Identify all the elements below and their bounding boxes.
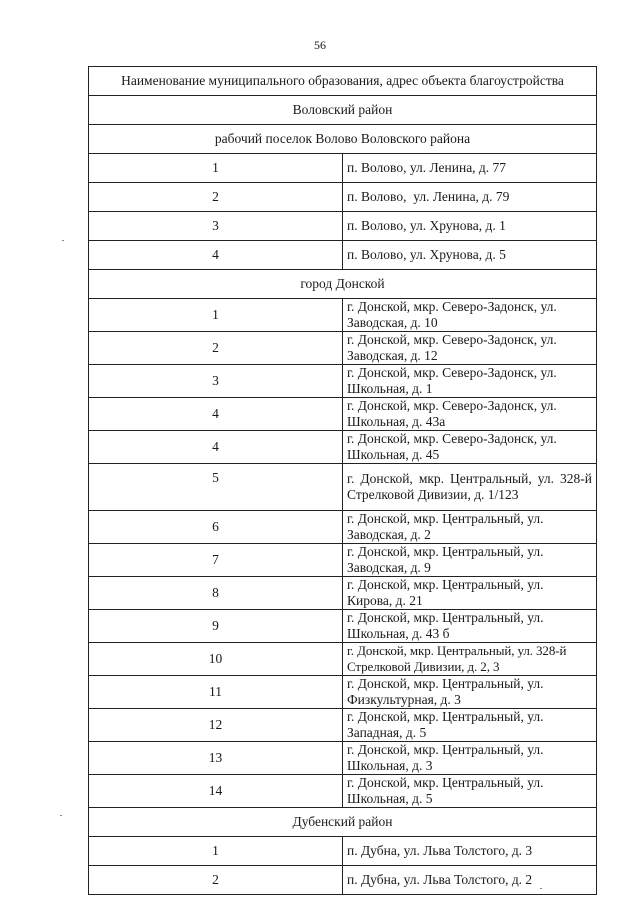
row-address: г. Донской, мкр. Центральный, ул. Физкультурная, д. 3: [343, 676, 597, 709]
row-number: 5: [89, 464, 343, 511]
address-registry-table: [88, 66, 597, 895]
row-address: п. Волово, ул. Хрунова, д. 1: [343, 212, 597, 241]
table-row: [89, 676, 597, 709]
row-number: 9: [89, 610, 343, 643]
row-address: г. Донской, мкр. Центральный, ул. Западная, д. 5: [343, 709, 597, 742]
row-address: г. Донской, мкр. Северо-Задонск, ул. Заводская, д. 12: [343, 332, 597, 365]
row-number: 6: [89, 511, 343, 544]
table-row: [89, 866, 597, 895]
row-number: 7: [89, 544, 343, 577]
row-address: г. Донской, мкр. Северо-Задонск, ул. Школьная, д. 45: [343, 431, 597, 464]
row-address: п. Волово, ул. Хрунова, д. 5: [343, 241, 597, 270]
row-number: 4: [89, 241, 343, 270]
row-address: г. Донской, мкр. Северо-Задонск, ул. Школьная, д. 1: [343, 365, 597, 398]
row-number: 8: [89, 577, 343, 610]
table-row: [89, 464, 597, 511]
table-row: [89, 709, 597, 742]
scan-speck: [60, 815, 62, 816]
scan-speck: [62, 240, 64, 241]
row-address: г. Донской, мкр. Центральный, ул. Школьная, д. 5: [343, 775, 597, 808]
row-number: 3: [89, 212, 343, 241]
row-number: 10: [89, 643, 343, 676]
subsection-title: рабочий поселок Волово Воловского района: [89, 125, 597, 154]
subsection-row: [89, 125, 597, 154]
row-address: г. Донской, мкр. Северо-Задонск, ул. Заводская, д. 10: [343, 299, 597, 332]
section-title: город Донской: [89, 270, 597, 299]
table-row: [89, 365, 597, 398]
row-number: 12: [89, 709, 343, 742]
row-number: 4: [89, 431, 343, 464]
table-row: [89, 183, 597, 212]
row-number: 1: [89, 154, 343, 183]
table-row: [89, 332, 597, 365]
row-address: г. Донской, мкр. Центральный, ул. Школьная, д. 3: [343, 742, 597, 775]
table-row: [89, 299, 597, 332]
row-address: п. Дубна, ул. Льва Толстого, д. 2: [343, 866, 597, 895]
row-address: г. Донской, мкр. Центральный, ул. Кирова, д. 21: [343, 577, 597, 610]
row-number: 1: [89, 837, 343, 866]
row-address: п. Дубна, ул. Льва Толстого, д. 3: [343, 837, 597, 866]
table-row: [89, 837, 597, 866]
row-address: г. Донской, мкр. Центральный, ул. 328-й Стрелковой Дивизии, д. 2, 3: [343, 643, 597, 676]
row-number: 14: [89, 775, 343, 808]
table-row: [89, 511, 597, 544]
row-address: г. Донской, мкр. Центральный, ул. Школьная, д. 43 б: [343, 610, 597, 643]
row-number: 2: [89, 332, 343, 365]
scan-speck: [540, 888, 542, 889]
row-address: п. Волово, ул. Ленина, д. 79: [343, 183, 597, 212]
row-number: 2: [89, 866, 343, 895]
row-address: г. Донской, мкр. Центральный, ул. Заводская, д. 2: [343, 511, 597, 544]
table-row: [89, 431, 597, 464]
table-row: [89, 544, 597, 577]
table-row: [89, 398, 597, 431]
table-row: [89, 643, 597, 676]
table-row: [89, 577, 597, 610]
table-row: [89, 154, 597, 183]
table-header: Наименование муниципального образования, адрес объекта благоустройства: [89, 67, 597, 96]
table-row: [89, 610, 597, 643]
table-row: [89, 212, 597, 241]
row-address: г. Донской, мкр. Центральный, ул. 328-й Стрелковой Дивизии, д. 1/123: [343, 464, 597, 511]
row-address: г. Донской, мкр. Северо-Задонск, ул. Школьная, д. 43а: [343, 398, 597, 431]
row-address: п. Волово, ул. Ленина, д. 77: [343, 154, 597, 183]
section-title: Воловский район: [89, 96, 597, 125]
table-header-row: [89, 67, 597, 96]
table-row: [89, 742, 597, 775]
section-row: [89, 270, 597, 299]
row-address: г. Донской, мкр. Центральный, ул. Заводская, д. 9: [343, 544, 597, 577]
section-row: [89, 808, 597, 837]
table-row: [89, 241, 597, 270]
page-number: 56: [314, 38, 326, 52]
row-number: 4: [89, 398, 343, 431]
row-number: 1: [89, 299, 343, 332]
row-number: 2: [89, 183, 343, 212]
row-number: 3: [89, 365, 343, 398]
row-number: 11: [89, 676, 343, 709]
section-row: [89, 96, 597, 125]
row-number: 13: [89, 742, 343, 775]
table-row: [89, 775, 597, 808]
section-title: Дубенский район: [89, 808, 597, 837]
